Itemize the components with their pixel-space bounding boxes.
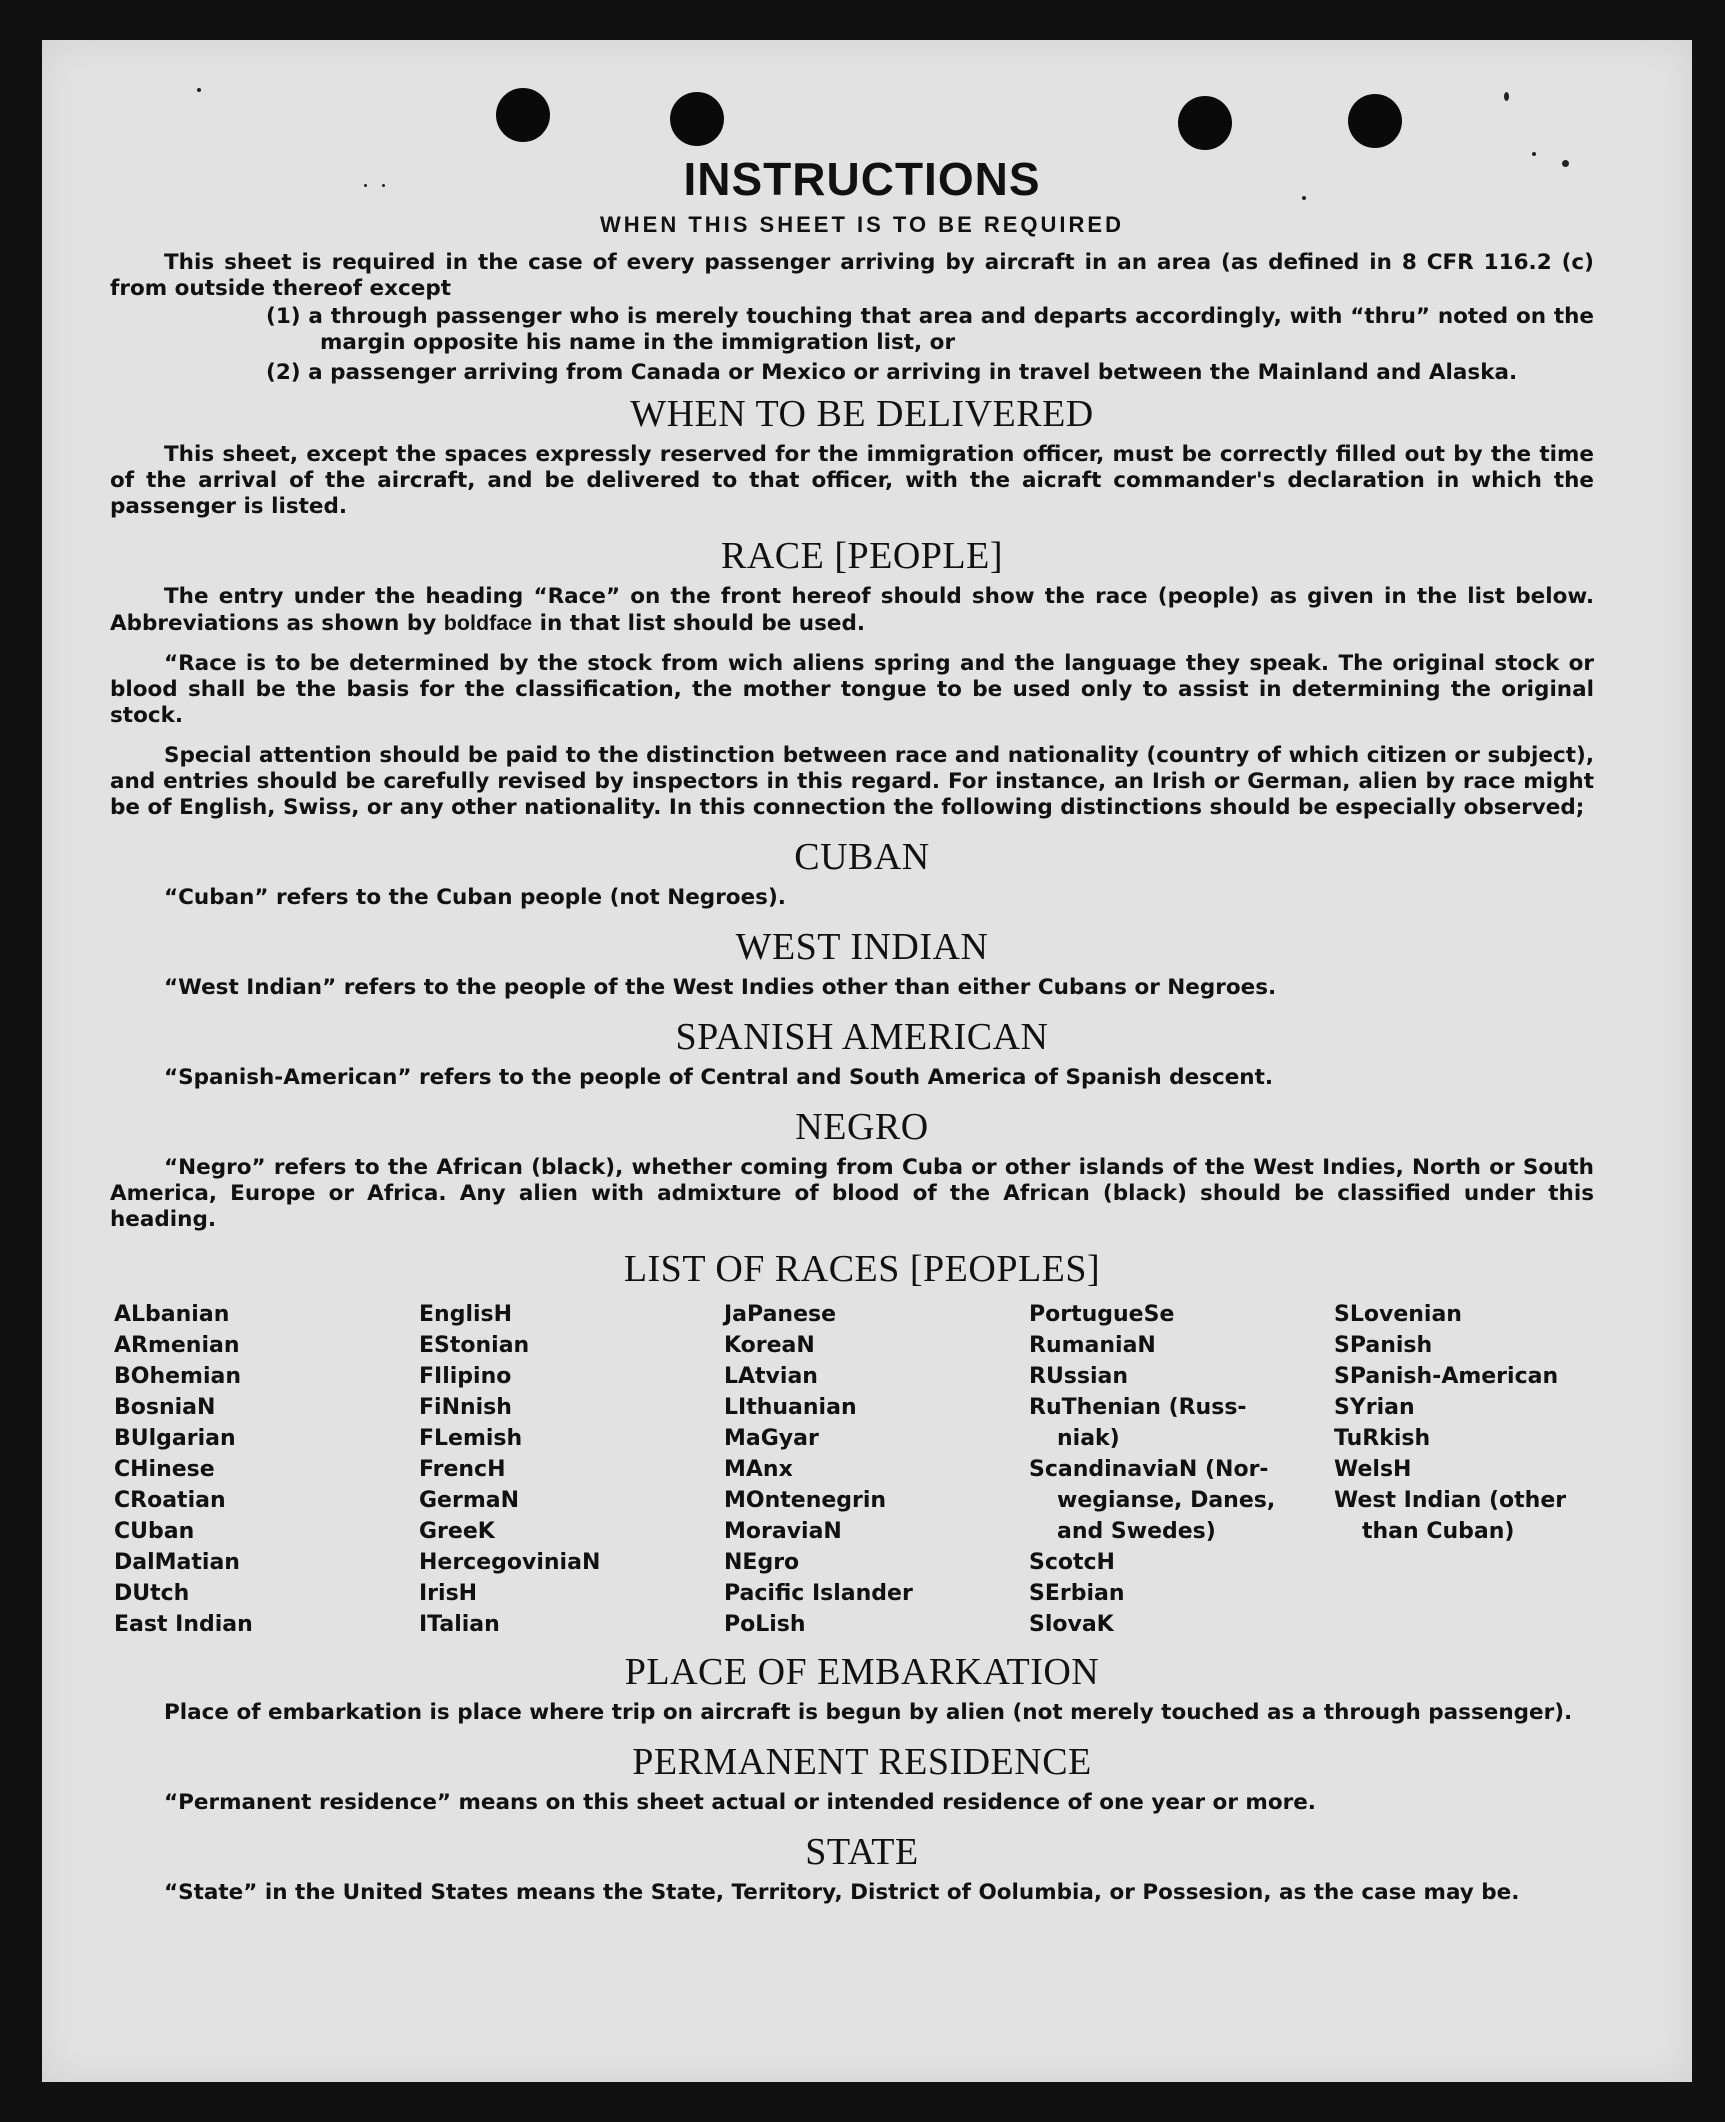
race-item-continued: niak) <box>1057 1426 1120 1451</box>
race-item: FLemish <box>419 1426 523 1451</box>
race-item-continued: and Swedes) <box>1057 1519 1216 1544</box>
race-item: SLovenian <box>1334 1302 1462 1327</box>
speck <box>1504 92 1509 101</box>
races-column-5 <box>1334 1299 1594 1640</box>
punch-hole <box>496 88 550 142</box>
race-paragraph-3: Special attention should be paid to the distinction between race and nationality (country of which citizen or subject), and entries should be carefully revised by inspectors in this regard. For instance, an Irish or German, alien by race might be of English, Swiss, or any other nationality. In this connection the following distinctions should be especially observed; <box>110 743 1594 820</box>
race-item: BUlgarian <box>114 1426 236 1451</box>
race-item: ITalian <box>419 1612 500 1637</box>
race-item: PortugueSe <box>1029 1302 1175 1327</box>
west-indian-text: “West Indian” refers to the people of the West Indies other than either Cubans or Negroes. <box>164 975 1277 1000</box>
race-item: FiNnish <box>419 1395 512 1420</box>
heading-spanish-american: SPANISH AMERICAN <box>675 1016 1049 1058</box>
state-text: “State” in the United States means the State, Territory, District of Oolumbia, or Possesion, as the case may be. <box>164 1880 1520 1905</box>
exception-item-1: (1) a through passenger who is merely touching that area and departs accordingly, with “thru” noted on the margin opposite his name in the immigration list, or <box>266 304 1594 355</box>
speck <box>197 88 201 92</box>
race-p1-end: in that list should be used. <box>532 611 866 636</box>
race-item: MaGyar <box>724 1426 819 1451</box>
delivered-text: This sheet, except the spaces expressly reserved for the immigration officer, must be correctly filled out by the time of the arrival of the aircraft, and be delivered to that officer, with the aicraft commander's declaration in which the passenger is listed. <box>110 442 1594 519</box>
heading-cuban: CUBAN <box>794 836 930 878</box>
race-item: SPanish-American <box>1334 1364 1559 1389</box>
race-item: SErbian <box>1029 1581 1125 1606</box>
race-item: NEgro <box>724 1550 800 1575</box>
race-item: CHinese <box>114 1457 215 1482</box>
race-item: DalMatian <box>114 1550 240 1575</box>
race-item: IrisH <box>419 1581 478 1606</box>
race-item: DUtch <box>114 1581 190 1606</box>
race-item: ScandinaviaN (Nor- <box>1029 1457 1269 1482</box>
heading-place-of-embarkation: PLACE OF EMBARKATION <box>624 1651 1100 1693</box>
race-item: EnglisH <box>419 1302 513 1327</box>
race-item: RumaniaN <box>1029 1333 1156 1358</box>
race-item-continued: wegianse, Danes, <box>1057 1488 1276 1513</box>
heading-list-of-races: LIST OF RACES [PEOPLES] <box>623 1248 1101 1290</box>
residence-text: “Permanent residence” means on this sheet actual or intended residence of one year or more. <box>164 1790 1316 1815</box>
race-item: JaPanese <box>724 1302 837 1327</box>
spanish-american-text: “Spanish-American” refers to the people of Central and South America of Spanish descent. <box>164 1065 1274 1090</box>
punch-hole <box>670 92 724 146</box>
race-item: RUssian <box>1029 1364 1129 1389</box>
race-item: ARmenian <box>114 1333 240 1358</box>
cuban-text: “Cuban” refers to the Cuban people (not Negroes). <box>164 885 786 910</box>
race-item: GermaN <box>419 1488 520 1513</box>
heading-when-delivered: WHEN TO BE DELIVERED <box>630 393 1094 435</box>
document-page <box>42 40 1692 2082</box>
race-item: PoLish <box>724 1612 806 1637</box>
race-item: BosniaN <box>114 1395 216 1420</box>
race-item: SlovaK <box>1029 1612 1114 1637</box>
races-column-2 <box>419 1299 709 1640</box>
negro-text: “Negro” refers to the African (black), whether coming from Cuba or other islands of the West Indies, North or South America, Europe or Africa. Any alien with admixture of blood of the African (black) should be classified under this heading. <box>110 1155 1594 1232</box>
when-required-intro: This sheet is required in the case of every passenger arriving by aircraft in an area (as defined in 8 CFR 116.2 (c) from outside thereof except <box>110 250 1594 301</box>
race-item: SYrian <box>1334 1395 1415 1420</box>
race-item: FIlipino <box>419 1364 512 1389</box>
punch-hole <box>1348 94 1402 148</box>
races-column-3 <box>724 1299 1014 1640</box>
race-item: CUban <box>114 1519 195 1544</box>
race-paragraph-1 <box>110 584 1594 637</box>
race-item: BOhemian <box>114 1364 242 1389</box>
race-item: CRoatian <box>114 1488 226 1513</box>
race-item: ScotcH <box>1029 1550 1115 1575</box>
race-item: Pacific Islander <box>724 1581 913 1606</box>
races-column-4 <box>1029 1299 1319 1640</box>
exception-item-2: (2) a passenger arriving from Canada or Mexico or arriving in travel between the Mainland and Alaska. <box>266 360 1518 385</box>
instructions-content <box>110 152 1594 1920</box>
race-item: GreeK <box>419 1519 495 1544</box>
race-item: LAtvian <box>724 1364 818 1389</box>
race-item: WelsH <box>1334 1457 1412 1482</box>
race-item: East Indian <box>114 1612 253 1637</box>
race-item: HercegoviniaN <box>419 1550 601 1575</box>
race-item: EStonian <box>419 1333 530 1358</box>
race-item-continued: than Cuban) <box>1362 1519 1515 1544</box>
embarkation-text: Place of embarkation is place where trip on aircraft is begun by alien (not merely touched as a through passenger). <box>164 1700 1573 1725</box>
race-item: RuThenian (Russ- <box>1029 1395 1247 1420</box>
page-title: INSTRUCTIONS <box>683 153 1041 205</box>
punch-hole <box>1178 96 1232 150</box>
heading-negro: NEGRO <box>795 1106 929 1148</box>
race-item: ALbanian <box>114 1302 230 1327</box>
race-item: KoreaN <box>724 1333 815 1358</box>
races-column-1 <box>114 1299 404 1640</box>
race-item: TuRkish <box>1334 1426 1431 1451</box>
race-paragraph-2: “Race is to be determined by the stock from wich aliens spring and the language they speak. The original stock or blood shall be the basis for the classification, the mother tongue to be used only to assist in determining the original stock. <box>110 651 1594 728</box>
race-item: MOntenegrin <box>724 1488 887 1513</box>
race-p1-start: The entry under the heading “Race” on the front hereof should show the race (people) as given in the list below. Abbreviations as shown by <box>110 584 1594 636</box>
races-list <box>110 1299 1594 1640</box>
heading-state: STATE <box>805 1831 919 1873</box>
race-item: MAnx <box>724 1457 793 1482</box>
race-item: FrencH <box>419 1457 506 1482</box>
race-p1-boldface: boldface <box>443 611 533 635</box>
race-item: MoraviaN <box>724 1519 842 1544</box>
race-item: SPanish <box>1334 1333 1433 1358</box>
race-item: West Indian (other <box>1334 1488 1567 1513</box>
page-subtitle: WHEN THIS SHEET IS TO BE REQUIRED <box>600 212 1124 237</box>
race-item: LIthuanian <box>724 1395 857 1420</box>
heading-race: RACE [PEOPLE] <box>721 535 1003 577</box>
heading-permanent-residence: PERMANENT RESIDENCE <box>632 1741 1092 1783</box>
heading-west-indian: WEST INDIAN <box>735 926 989 968</box>
